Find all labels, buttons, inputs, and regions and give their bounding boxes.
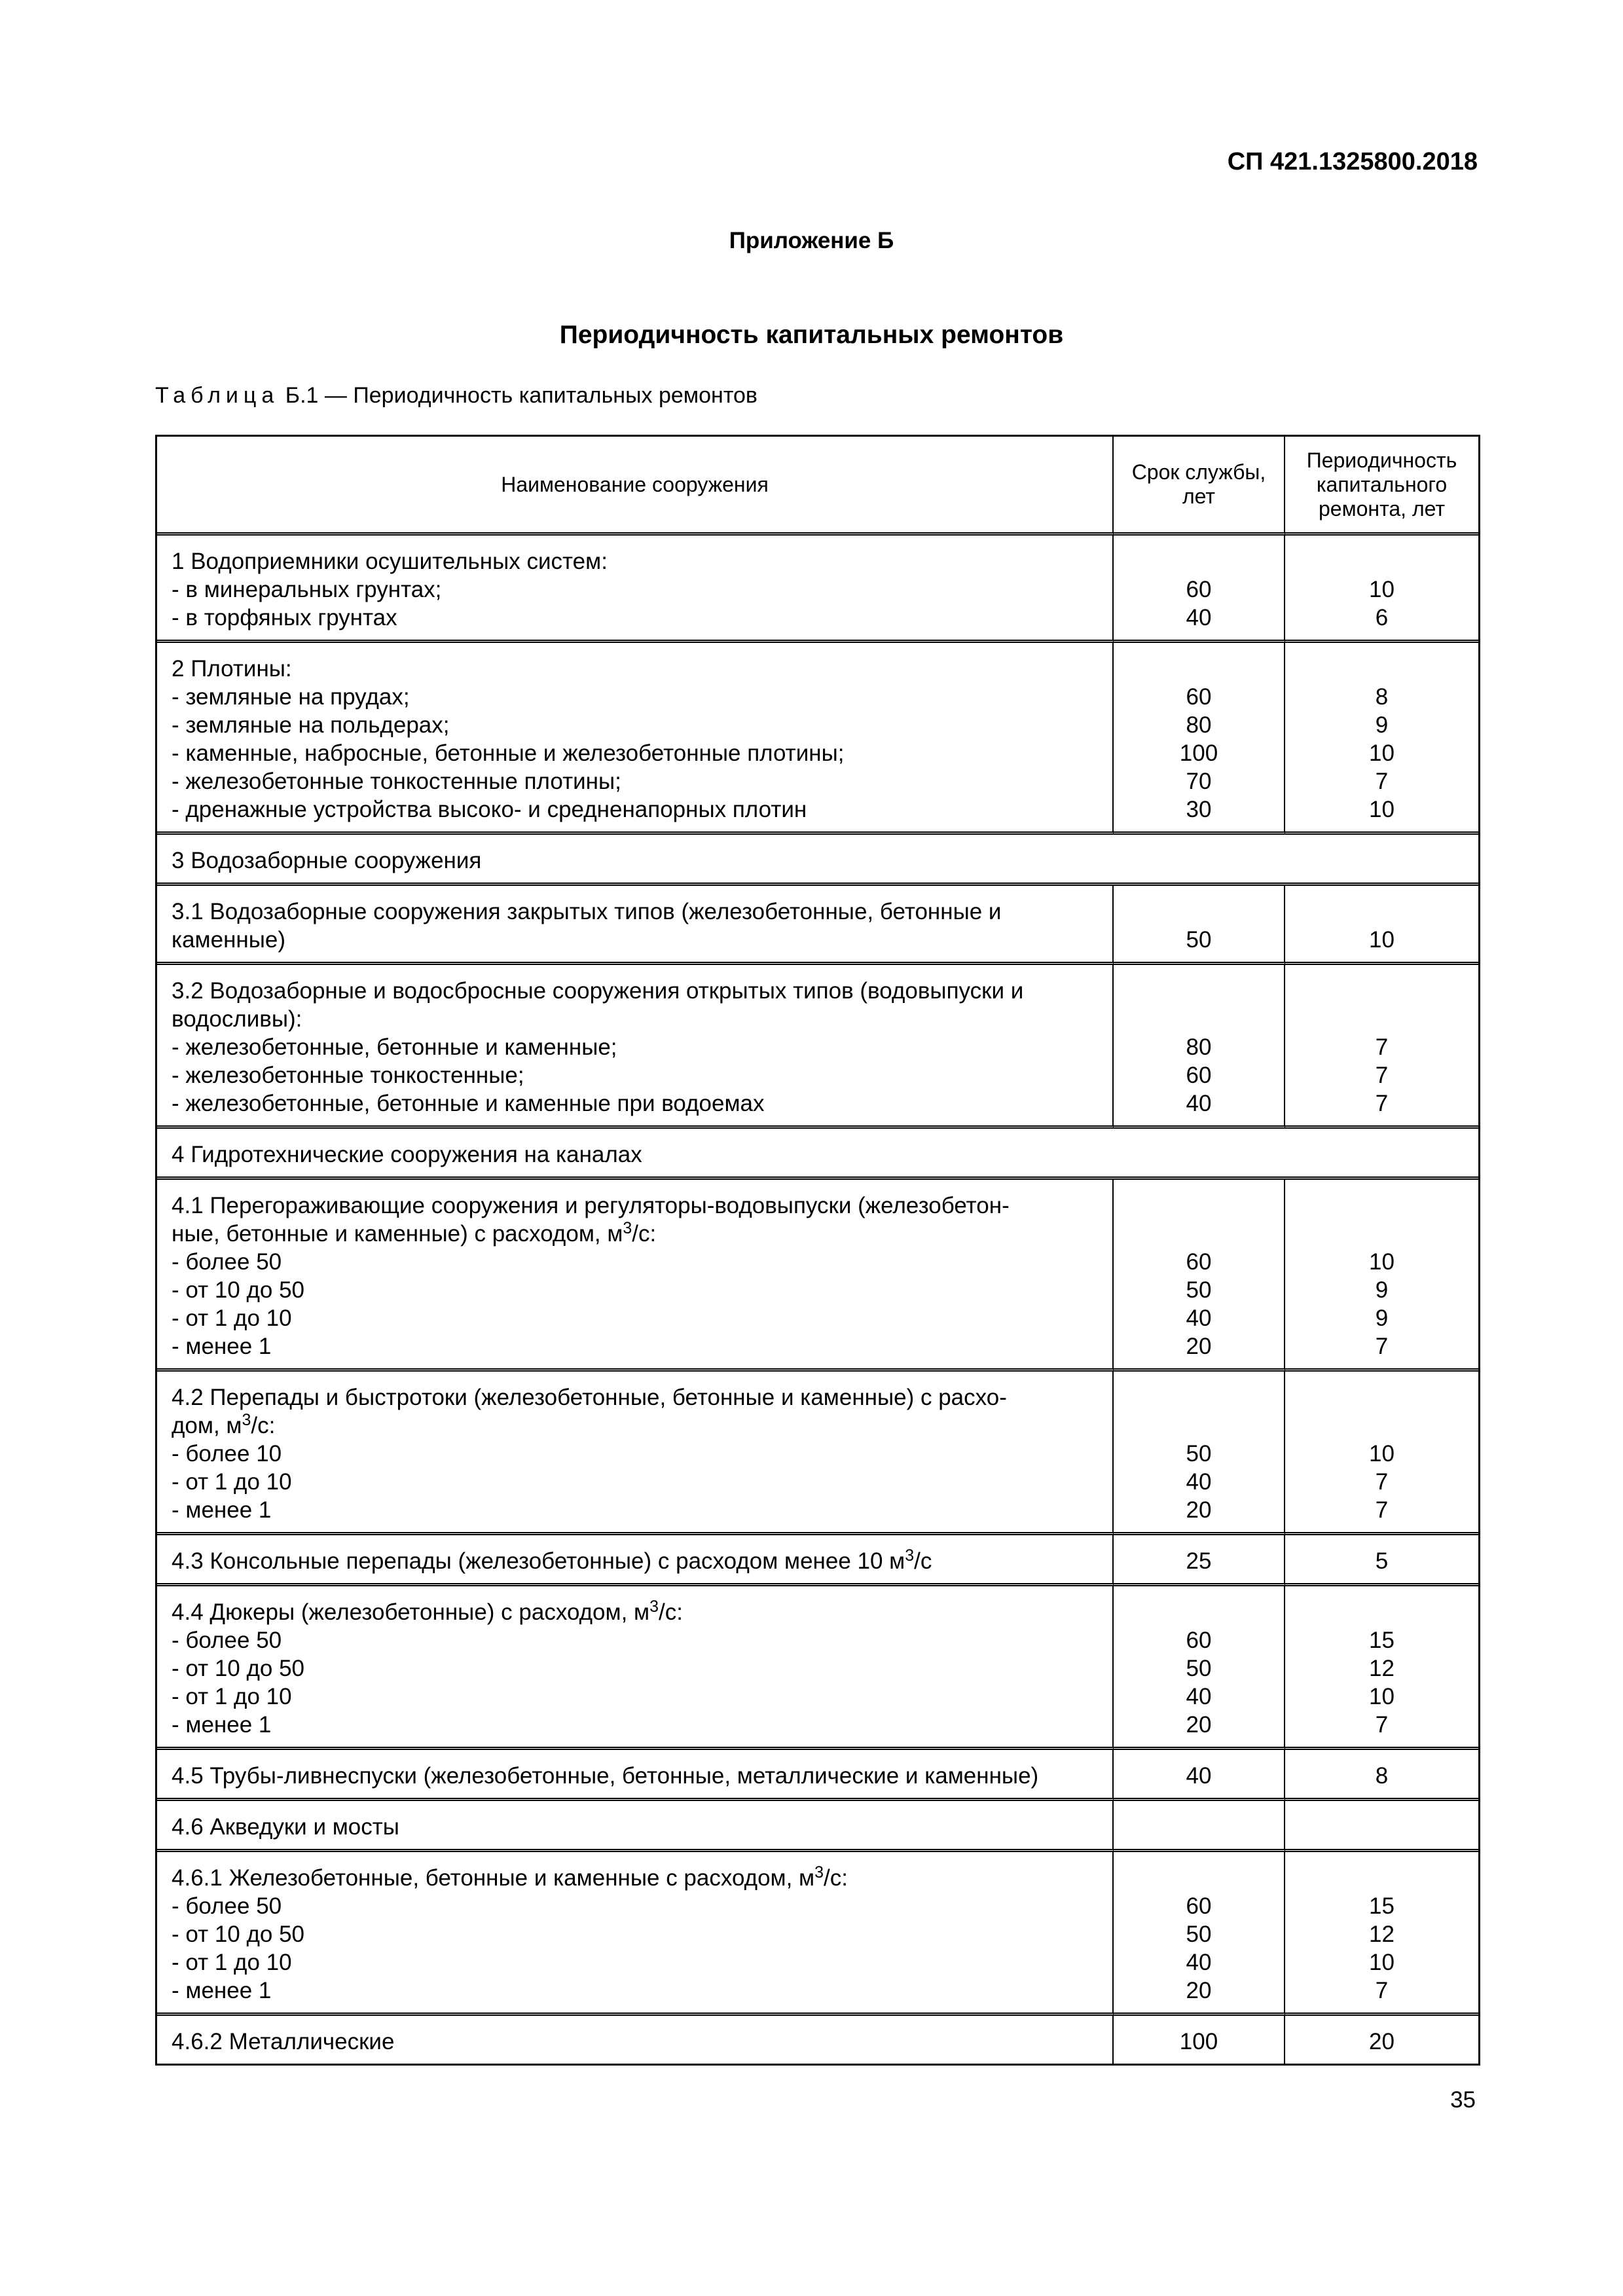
service-life-cell xyxy=(1114,1852,1285,2016)
service-life-cell xyxy=(1114,1801,1285,1852)
page-title: Периодичность капитальных ремонтов xyxy=(559,321,1064,349)
service-life-cell-value xyxy=(1114,898,1284,926)
repair-periodicity-table xyxy=(155,435,1480,2066)
repair-period-cell xyxy=(1285,536,1478,643)
repair-period-cell-value: 9 xyxy=(1375,1305,1389,1331)
structure-name-line: - в минеральных грунтах; xyxy=(172,577,442,602)
table-caption-label: Таблица xyxy=(155,383,280,408)
repair-period-cell-value: 7 xyxy=(1375,1034,1389,1060)
unit-superscript: 3 xyxy=(905,1546,915,1565)
structure-name-cell xyxy=(157,1535,1114,1586)
repair-period-cell-value: 10 xyxy=(1369,927,1395,953)
repair-period-cell-value: 15 xyxy=(1369,1628,1395,1653)
structure-name-line: 3.2 Водозаборные и водосбросные сооружения открытых типов (водовыпуски и xyxy=(172,978,1024,1004)
structure-name-cell xyxy=(157,2016,1114,2064)
service-life-cell-value: 20 xyxy=(1186,1978,1212,2003)
service-life-cell-value: 60 xyxy=(1186,577,1212,602)
structure-name-line: 4.5 Трубы-ливнеспуски (железобетонные, бетонные, металлические и каменные) xyxy=(172,1763,1039,1789)
structure-name-line: 3.1 Водозаборные сооружения закрытых типов (железобетонные, бетонные и xyxy=(172,899,1002,924)
service-life-cell-value xyxy=(1114,655,1284,683)
structure-name-line: - от 1 до 10 xyxy=(172,1950,292,1975)
structure-name-line: 4 Гидротехнические сооружения на каналах xyxy=(172,1142,642,1167)
service-life-cell xyxy=(1114,643,1285,835)
appendix-label: Приложение Б xyxy=(729,228,894,253)
service-life-cell xyxy=(1114,1372,1285,1535)
repair-period-cell xyxy=(1285,1180,1478,1372)
repair-period-cell-value: 7 xyxy=(1375,1497,1389,1523)
service-life-cell xyxy=(1114,2016,1285,2064)
repair-period-cell-value: 8 xyxy=(1375,1763,1389,1789)
structure-name-line: ные, бетонные и каменные) с расходом, $м^3/с$: xyxy=(172,1219,657,1247)
service-life-cell-value: 25 xyxy=(1186,1548,1212,1574)
table-row xyxy=(157,1180,1478,1372)
unit-superscript: 3 xyxy=(649,1597,659,1616)
repair-period-cell-value: 7 xyxy=(1375,1334,1389,1359)
repair-period-cell xyxy=(1285,1372,1478,1535)
service-life-cell-value: 80 xyxy=(1186,712,1212,738)
service-life-cell-value xyxy=(1114,1220,1284,1248)
service-life-cell xyxy=(1114,1586,1285,1750)
structure-name-line: - каменные, набросные, бетонные и железобетонные плотины; xyxy=(172,740,845,766)
structure-name-line: - от 1 до 10 xyxy=(172,1305,292,1331)
structure-name-line: - менее 1 xyxy=(172,1497,272,1523)
repair-period-cell-value: 15 xyxy=(1369,1893,1395,1919)
service-life-cell xyxy=(1114,536,1285,643)
unit-superscript: 3 xyxy=(814,1863,824,1882)
column-header-service-life: Срок службы, лет xyxy=(1114,437,1285,536)
service-life-cell-value: 20 xyxy=(1186,1712,1212,1738)
service-life-cell-value: 100 xyxy=(1179,740,1218,766)
repair-period-cell-value: 10 xyxy=(1369,1249,1395,1275)
document-code: СП 421.1325800.2018 xyxy=(1227,148,1478,175)
structure-name-line: - в торфяных грунтах xyxy=(172,605,397,630)
service-life-cell-value: 40 xyxy=(1186,1684,1212,1709)
service-life-cell-value xyxy=(1114,1813,1284,1841)
repair-period-cell-value xyxy=(1285,1598,1478,1626)
table-row xyxy=(157,536,1478,643)
service-life-cell-value xyxy=(1114,1383,1284,1412)
structure-name-line: - от 10 до 50 xyxy=(172,1277,305,1303)
structure-name-cell xyxy=(157,1586,1114,1750)
structure-name-line: каменные) xyxy=(172,927,286,953)
table-header-row xyxy=(157,437,1478,536)
structure-name-line: 4.6.1 Железобетонные, бетонные и каменные с расходом, $м^3/с$: xyxy=(172,1863,848,1891)
table-row xyxy=(157,835,1478,886)
repair-period-cell-value: 7 xyxy=(1375,769,1389,794)
table-row xyxy=(157,1129,1478,1180)
structure-name-cell xyxy=(157,1180,1114,1372)
service-life-cell xyxy=(1114,886,1285,965)
structure-name-line: - дренажные устройства высоко- и средненапорных плотин xyxy=(172,797,807,822)
table-row xyxy=(157,1372,1478,1535)
service-life-cell-value: 100 xyxy=(1179,2029,1218,2054)
structure-name-line: - от 10 до 50 xyxy=(172,1922,305,1947)
structure-name-line: - земляные на польдерах; xyxy=(172,712,450,738)
table-row xyxy=(157,965,1478,1129)
service-life-cell xyxy=(1114,1535,1285,1586)
structure-name-cell xyxy=(157,1801,1114,1852)
repair-period-cell-value xyxy=(1285,1005,1478,1033)
service-life-cell-value: 40 xyxy=(1186,1091,1212,1116)
repair-period-cell xyxy=(1285,1852,1478,2016)
repair-period-cell xyxy=(1285,643,1478,835)
service-life-cell-value xyxy=(1114,1192,1284,1220)
structure-name-line: - менее 1 xyxy=(172,1334,272,1359)
repair-period-cell-value: 8 xyxy=(1375,684,1389,710)
repair-period-cell-value: 12 xyxy=(1369,1922,1395,1947)
service-life-cell-value: 20 xyxy=(1186,1334,1212,1359)
repair-period-cell-value xyxy=(1285,977,1478,1005)
service-life-cell-value: 50 xyxy=(1186,1441,1212,1467)
structure-name-line: - железобетонные, бетонные и каменные; xyxy=(172,1034,617,1060)
repair-period-cell xyxy=(1285,1535,1478,1586)
service-life-cell-value xyxy=(1114,1412,1284,1440)
table-row xyxy=(157,886,1478,965)
structure-name-line: - более 50 xyxy=(172,1628,282,1653)
service-life-cell-value: 20 xyxy=(1186,1497,1212,1523)
repair-period-cell-value xyxy=(1285,1220,1478,1248)
structure-name-line: - железобетонные тонкостенные плотины; xyxy=(172,769,621,794)
table-row xyxy=(157,1801,1478,1852)
service-life-cell-value: 60 xyxy=(1186,1628,1212,1653)
structure-name-line: - земляные на прудах; xyxy=(172,684,410,710)
table-row xyxy=(157,2016,1478,2064)
service-life-cell-value: 60 xyxy=(1186,684,1212,710)
structure-name-cell xyxy=(157,536,1114,643)
service-life-cell-value: 40 xyxy=(1186,1950,1212,1975)
repair-period-cell xyxy=(1285,1586,1478,1750)
repair-period-cell-value: 7 xyxy=(1375,1712,1389,1738)
repair-period-cell-value: 12 xyxy=(1369,1656,1395,1681)
service-life-cell-value: 60 xyxy=(1186,1249,1212,1275)
service-life-cell-value: 70 xyxy=(1186,769,1212,794)
table-caption xyxy=(155,383,757,409)
structure-name-line: 4.4 Дюкеры (железобетонные) с расходом, $м^3/с$: xyxy=(172,1597,683,1625)
column-header-name: Наименование сооружения xyxy=(157,437,1114,536)
repair-period-cell-value: 7 xyxy=(1375,1469,1389,1495)
repair-period-cell xyxy=(1285,886,1478,965)
table-caption-title: Б.1 — Периодичность капитальных ремонтов xyxy=(285,383,757,408)
structure-name-cell xyxy=(157,835,1478,886)
structure-name-line: 4.1 Перегораживающие сооружения и регуляторы-водовыпуски (железобетон- xyxy=(172,1193,1010,1218)
repair-period-cell-value: 9 xyxy=(1375,1277,1389,1303)
service-life-cell xyxy=(1114,1750,1285,1801)
service-life-cell-value: 50 xyxy=(1186,1922,1212,1947)
repair-period-cell-value: 6 xyxy=(1375,605,1389,630)
structure-name-line: - от 1 до 10 xyxy=(172,1684,292,1709)
table-row xyxy=(157,1535,1478,1586)
page-number: 35 xyxy=(1450,2087,1476,2113)
repair-period-cell-value: 10 xyxy=(1369,1441,1395,1467)
structure-name-line: - более 10 xyxy=(172,1441,282,1467)
structure-name-line: - железобетонные тонкостенные; xyxy=(172,1063,524,1088)
structure-name-line: - более 50 xyxy=(172,1893,282,1919)
table-row xyxy=(157,1750,1478,1801)
repair-period-cell-value xyxy=(1285,1813,1478,1841)
structure-name-line: - от 1 до 10 xyxy=(172,1469,292,1495)
repair-period-cell-value xyxy=(1285,898,1478,926)
service-life-cell-value: 50 xyxy=(1186,1656,1212,1681)
structure-name-line: 2 Плотины: xyxy=(172,656,292,682)
repair-period-cell-value: 7 xyxy=(1375,1978,1389,2003)
repair-period-cell xyxy=(1285,2016,1478,2064)
repair-period-cell-value: 10 xyxy=(1369,1684,1395,1709)
service-life-cell-value: 80 xyxy=(1186,1034,1212,1060)
column-header-repair-period: Периодичность капитального ремонта, лет xyxy=(1285,437,1478,536)
repair-period-cell-value: 20 xyxy=(1369,2029,1395,2054)
service-life-cell-value: 50 xyxy=(1186,1277,1212,1303)
repair-period-cell-value xyxy=(1285,1412,1478,1440)
structure-name-cell xyxy=(157,1372,1114,1535)
structure-name-cell xyxy=(157,1750,1114,1801)
repair-period-cell-value: 7 xyxy=(1375,1063,1389,1088)
table-body xyxy=(157,536,1478,2064)
repair-period-cell-value xyxy=(1285,1864,1478,1892)
structure-name-line: водосливы): xyxy=(172,1006,302,1032)
structure-name-cell xyxy=(157,1129,1478,1180)
repair-period-cell xyxy=(1285,965,1478,1129)
repair-period-cell-value xyxy=(1285,1383,1478,1412)
service-life-cell-value: 40 xyxy=(1186,1763,1212,1789)
structure-name-cell xyxy=(157,886,1114,965)
repair-period-cell-value: 10 xyxy=(1369,797,1395,822)
table-row xyxy=(157,1586,1478,1750)
repair-period-cell-value xyxy=(1285,1192,1478,1220)
service-life-cell xyxy=(1114,1180,1285,1372)
service-life-cell-value xyxy=(1114,1598,1284,1626)
repair-period-cell xyxy=(1285,1801,1478,1852)
structure-name-cell xyxy=(157,1852,1114,2016)
repair-period-cell-value: 10 xyxy=(1369,1950,1395,1975)
structure-name-line: - менее 1 xyxy=(172,1712,272,1738)
structure-name-line: 4.6 Акведуки и мосты xyxy=(172,1814,399,1840)
service-life-cell-value xyxy=(1114,547,1284,575)
service-life-cell-value: 30 xyxy=(1186,797,1212,822)
structure-name-cell xyxy=(157,643,1114,835)
repair-period-cell-value: 5 xyxy=(1375,1548,1389,1574)
structure-name-line: - от 10 до 50 xyxy=(172,1656,305,1681)
structure-name-line: 4.3 Консольные перепады (железобетонные) с расходом менее 10 $м^3/с$ xyxy=(172,1546,932,1574)
service-life-cell-value: 60 xyxy=(1186,1893,1212,1919)
repair-period-cell-value xyxy=(1285,547,1478,575)
service-life-cell-value xyxy=(1114,977,1284,1005)
repair-period-cell-value: 10 xyxy=(1369,577,1395,602)
service-life-cell-value: 60 xyxy=(1186,1063,1212,1088)
table-row xyxy=(157,643,1478,835)
service-life-cell-value: 40 xyxy=(1186,605,1212,630)
structure-name-line: дом, $м^3/с$: xyxy=(172,1411,276,1438)
repair-period-cell-value: 10 xyxy=(1369,740,1395,766)
structure-name-line: 4.6.2 Металлические xyxy=(172,2029,395,2054)
structure-name-line: 3 Водозаборные сооружения xyxy=(172,848,482,873)
structure-name-line: 1 Водоприемники осушительных систем: xyxy=(172,549,608,574)
service-life-cell-value: 40 xyxy=(1186,1305,1212,1331)
service-life-cell-value: 40 xyxy=(1186,1469,1212,1495)
repair-period-cell-value xyxy=(1285,655,1478,683)
service-life-cell xyxy=(1114,965,1285,1129)
table-row xyxy=(157,1852,1478,2016)
repair-period-cell-value: 7 xyxy=(1375,1091,1389,1116)
service-life-cell-value xyxy=(1114,1864,1284,1892)
repair-period-cell xyxy=(1285,1750,1478,1801)
unit-superscript: 3 xyxy=(242,1411,251,1429)
structure-name-line: - менее 1 xyxy=(172,1978,272,2003)
structure-name-line: - более 50 xyxy=(172,1249,282,1275)
repair-period-cell-value: 9 xyxy=(1375,712,1389,738)
structure-name-cell xyxy=(157,965,1114,1129)
unit-superscript: 3 xyxy=(623,1219,632,1237)
structure-name-line: - железобетонные, бетонные и каменные при водоемах xyxy=(172,1091,765,1116)
service-life-cell-value xyxy=(1114,1005,1284,1033)
service-life-cell-value: 50 xyxy=(1186,927,1212,953)
structure-name-line: 4.2 Перепады и быстротоки (железобетонные, бетонные и каменные) с расхо- xyxy=(172,1385,1007,1410)
